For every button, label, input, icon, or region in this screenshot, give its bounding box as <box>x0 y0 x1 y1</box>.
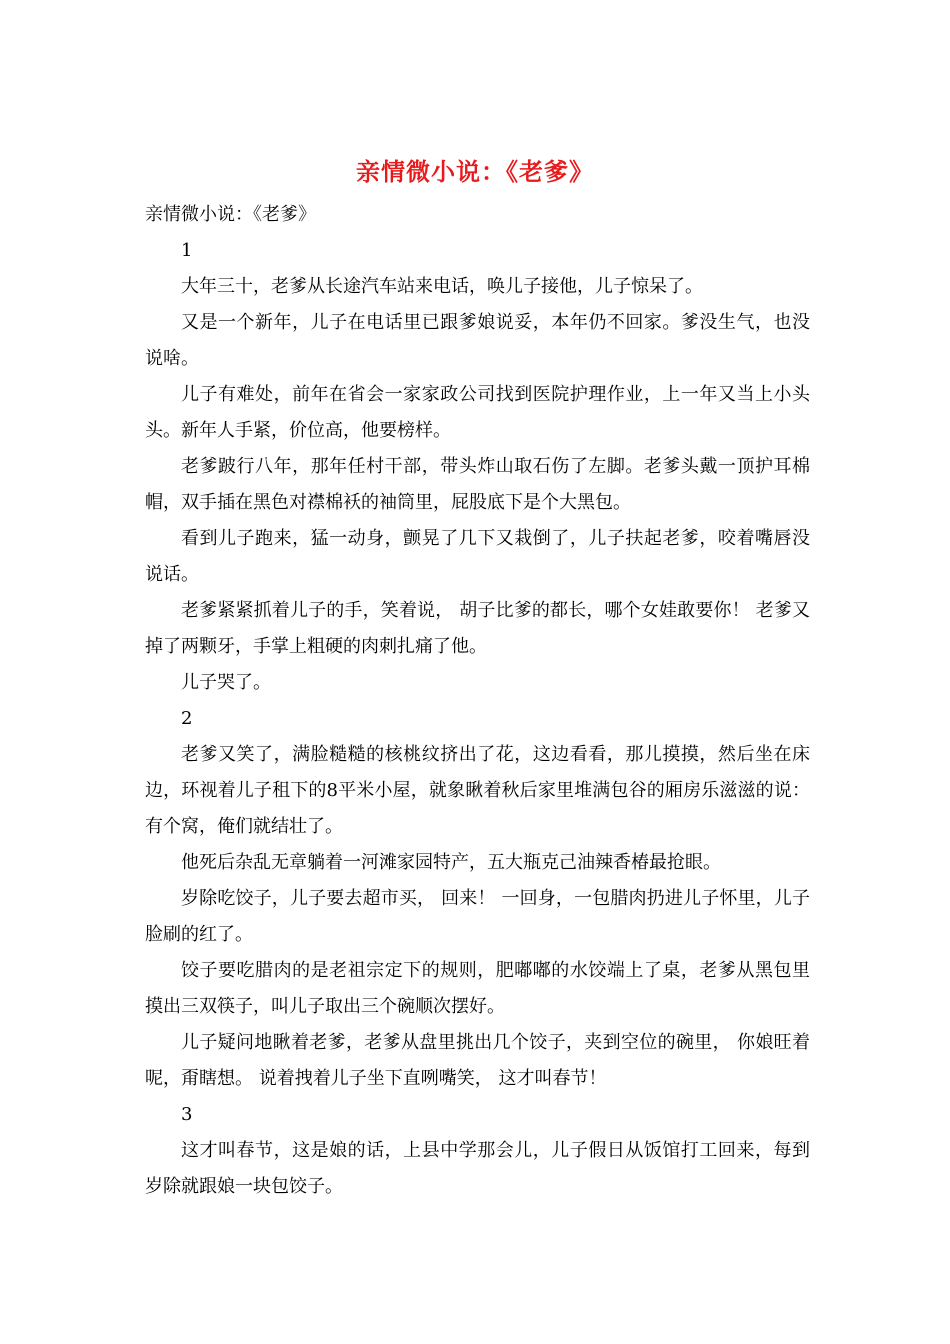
paragraph: 这才叫春节，这是娘的话，上县中学那会儿，儿子假日从饭馆打工回来，每到岁除就跟娘一块包饺子。 <box>145 1140 810 1197</box>
section-number: 2 <box>181 708 193 729</box>
document-title: 亲情微小说：《老爹》 <box>356 157 594 186</box>
paragraph: 看到儿子跑来，猛一动身，颤晃了几下又栽倒了，儿子扶起老爹，咬着嘴唇没说话。 <box>145 528 810 585</box>
paragraph: 儿子哭了。 <box>181 672 271 693</box>
paragraph: 儿子疑问地瞅着老爹，老爹从盘里挑出几个饺子，夹到空位的碗里， 你娘旺着呢，甭瞎想。 说着拽着儿子坐下直咧嘴笑， 这才叫春节！ <box>145 1032 810 1089</box>
document-body <box>145 197 810 1205</box>
paragraph: 又是一个新年，儿子在电话里已跟爹娘说妥，本年仍不回家。爹没生气，也没说啥。 <box>145 312 810 369</box>
paragraph-subtitle: 亲情微小说：《老爹》 <box>145 204 316 225</box>
paragraph: 儿子有难处，前年在省会一家家政公司找到医院护理作业，上一年又当上小头头。新年人手紧，价位高，他要榜样。 <box>145 384 810 441</box>
paragraph: 老爹紧紧抓着儿子的手，笑着说， 胡子比爹的都长，哪个女娃敢要你！ 老爹又掉了两颗牙，手掌上粗硬的肉刺扎痛了他。 <box>145 600 810 657</box>
paragraph: 饺子要吃腊肉的是老祖宗定下的规则，肥嘟嘟的水饺端上了桌，老爹从黑包里摸出三双筷子，叫儿子取出三个碗顺次摆好。 <box>145 960 810 1017</box>
paragraph: 岁除吃饺子，儿子要去超市买， 回来！ 一回身，一包腊肉扔进儿子怀里，儿子脸刷的红了。 <box>145 888 810 945</box>
section-number: 1 <box>181 240 193 261</box>
section-number: 3 <box>181 1104 193 1125</box>
paragraph: 他死后杂乱无章躺着一河滩家园特产，五大瓶克己油辣香椿最抢眼。 <box>181 852 721 873</box>
paragraph: 老爹又笑了，满脸糙糙的核桃纹挤出了花，这边看看，那儿摸摸，然后坐在床边，环视着儿子租下的8平米小屋，就象瞅着秋后家里堆满包谷的厢房乐滋滋的说： 有个窝，俺们就结壮了。 <box>145 744 810 837</box>
paragraph: 老爹跛行八年，那年任村干部，带头炸山取石伤了左脚。老爹头戴一顶护耳棉帽，双手插在黑色对襟棉袄的袖筒里，屁股底下是个大黑包。 <box>145 456 810 513</box>
paragraph: 大年三十，老爹从长途汽车站来电话，唤儿子接他，儿子惊呆了。 <box>181 276 703 297</box>
